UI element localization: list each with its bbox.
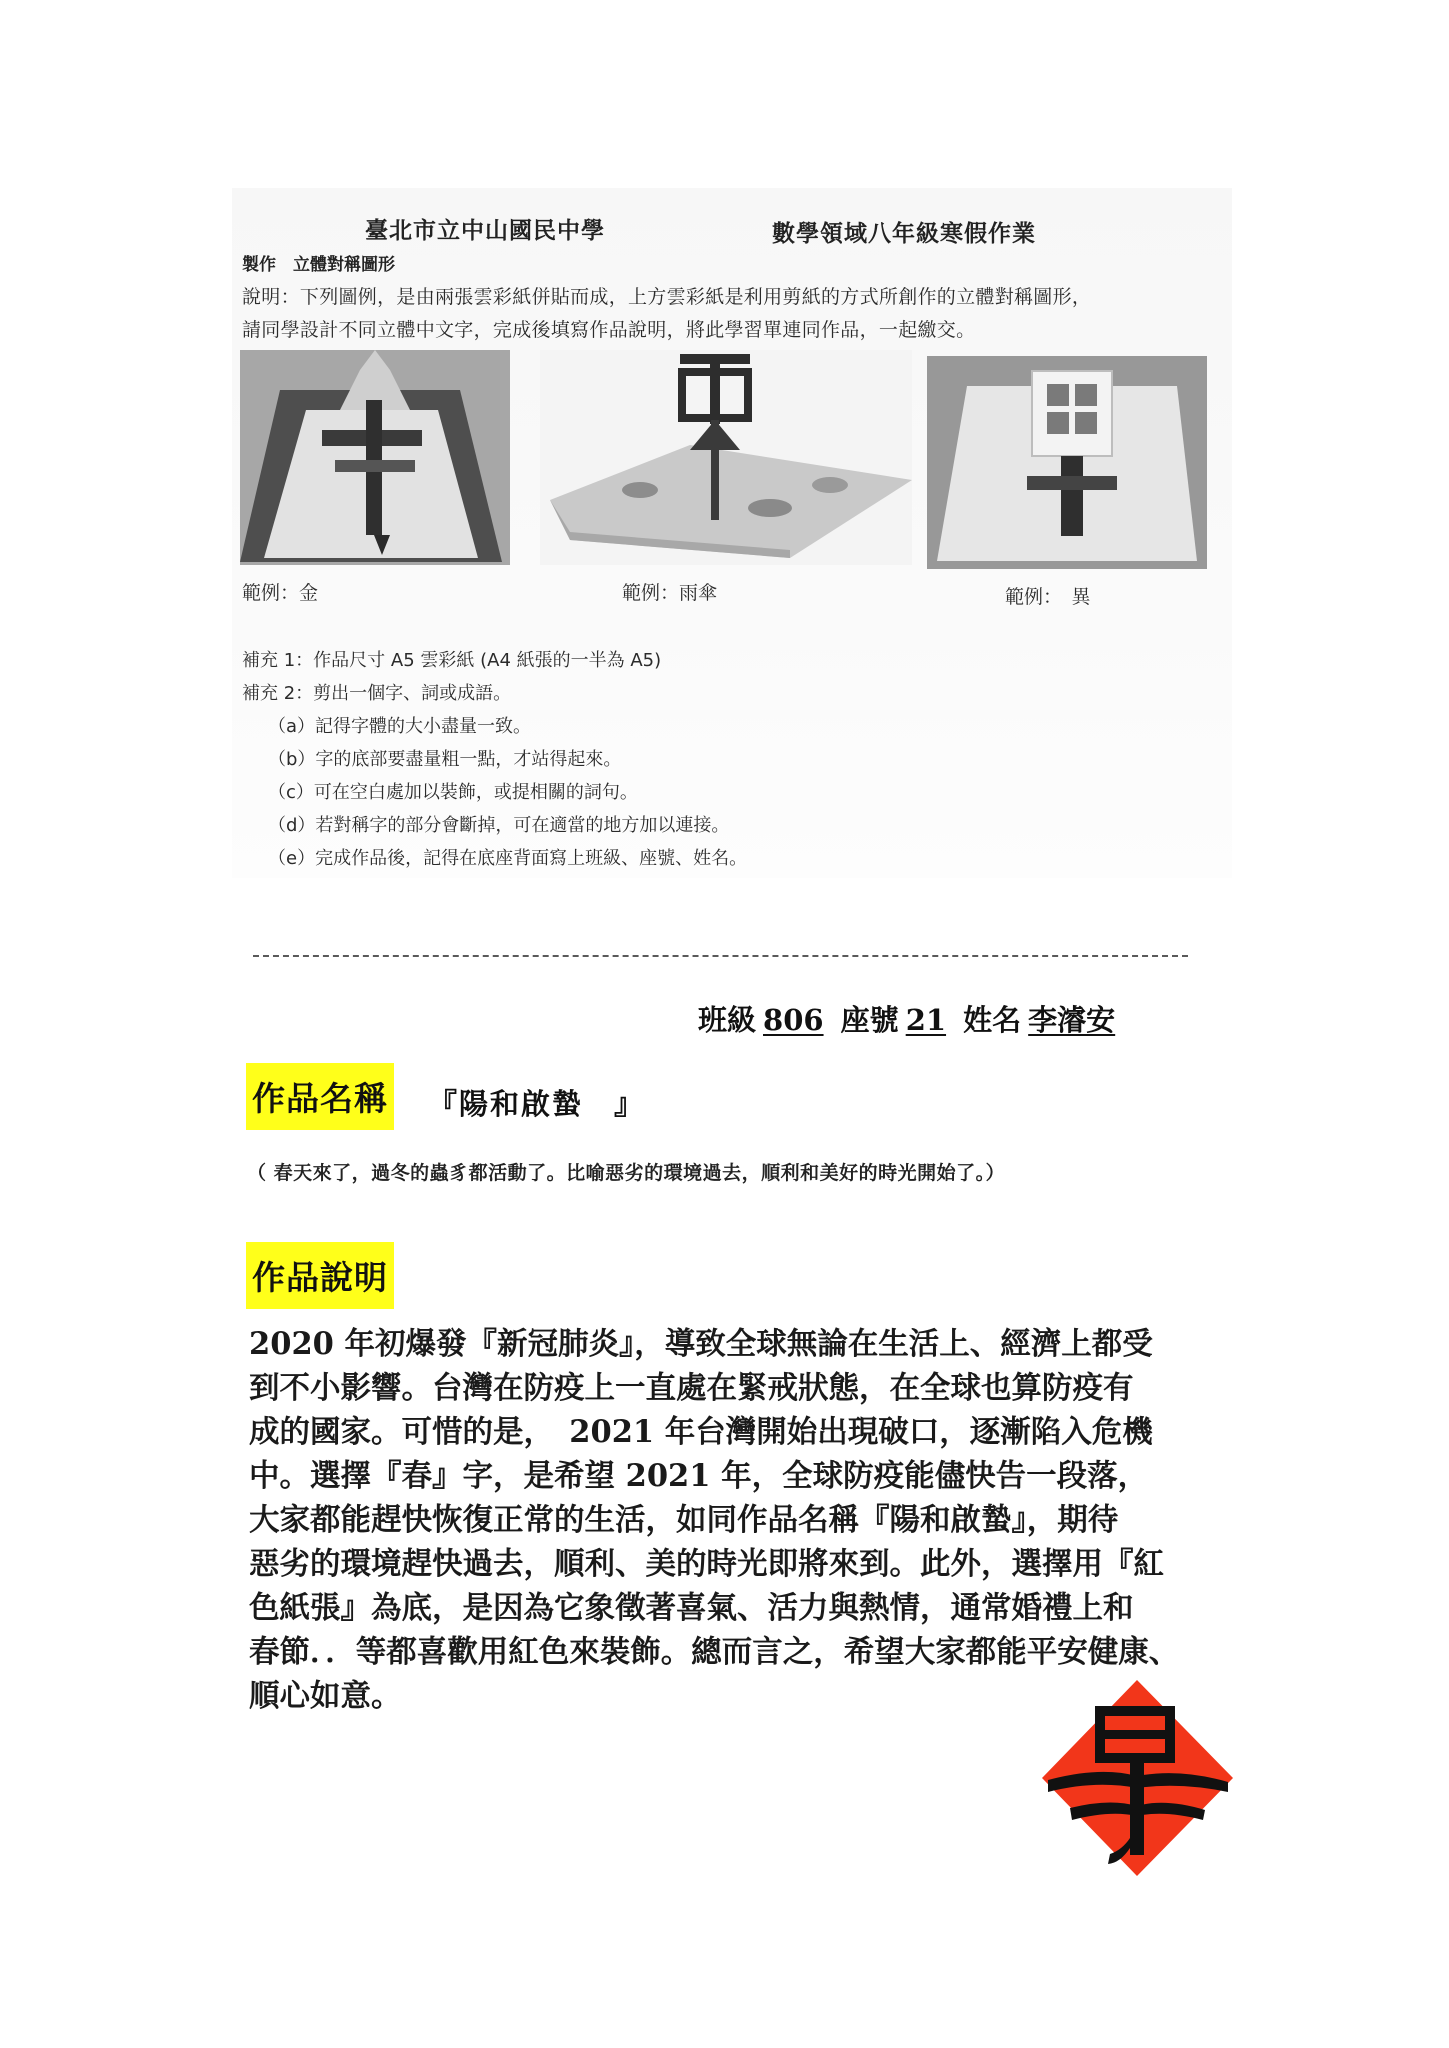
- example-caption-1: 範例：金: [242, 582, 319, 604]
- example-photo-different: [927, 356, 1207, 569]
- seat-label: 座號: [840, 1003, 899, 1037]
- note-item: （a）記得字體的大小盡量一致。: [268, 716, 532, 737]
- intro-line-1: 說明：下列圖例，是由兩張雲彩紙併貼而成，上方雲彩紙是利用剪紙的方式所創作的立體對稱圖形，: [242, 286, 1092, 308]
- class-value: 806: [763, 1003, 824, 1037]
- description-line: 中。選擇『春』字，是希望 2021 年，全球防疫能儘快告一段落，: [249, 1458, 1149, 1494]
- example-caption-2: 範例：雨傘: [622, 582, 718, 604]
- intro-line-2: 請同學設計不同立體中文字，完成後填寫作品說明，將此學習單連同作品，一起繳交。: [242, 319, 976, 341]
- description-line: 色紙張』為底，是因為它象徵著喜氣、活力與熱情，通常婚禮上和: [249, 1590, 1134, 1626]
- student-info: [695, 998, 1119, 1039]
- description-line: 春節．．等都喜歡用紅色來裝飾。總而言之，希望大家都能平安健康、: [249, 1634, 1180, 1670]
- work-description-heading: 作品說明: [246, 1242, 394, 1309]
- note-item: （e）完成作品後，記得在底座背面寫上班級、座號、姓名。: [268, 848, 748, 869]
- example-caption-3: 範例： 異: [1005, 586, 1091, 608]
- description-line: 大家都能趕快恢復正常的生活，如同作品名稱『陽和啟蟄』，期待: [249, 1502, 1119, 1538]
- note-item: （b）字的底部要盡量粗一點，才站得起來。: [268, 749, 622, 770]
- example-photo-umbrella: [540, 350, 912, 565]
- school-name: 臺北市立中山國民中學: [365, 217, 605, 244]
- spring-papercut-artwork: [1040, 1678, 1235, 1878]
- name-label: 姓名: [963, 1003, 1022, 1037]
- note-item: （d）若對稱字的部分會斷掉，可在適當的地方加以連接。: [268, 815, 730, 836]
- worksheet-subtitle: 製作 立體對稱圖形: [242, 255, 395, 275]
- seat-value: 21: [905, 1003, 947, 1037]
- name-value: 李濬安: [1028, 1003, 1116, 1037]
- description-line: 順心如意。: [249, 1678, 402, 1714]
- description-line: 2020 年初爆發『新冠肺炎』，導致全球無論在生活上、經濟上都受: [249, 1326, 1153, 1362]
- course-title: 數學領域八年級寒假作業: [772, 220, 1036, 247]
- description-line: 惡劣的環境趕快過去，順利、美的時光即將來到。此外，選擇用『紅: [249, 1546, 1164, 1582]
- supplement-2: 補充 2：剪出一個字、詞或成語。: [242, 683, 512, 704]
- dashed-divider: [253, 955, 1188, 957]
- class-label: 班級: [698, 1003, 757, 1037]
- note-item: （c）可在空白處加以裝飾，或提相關的詞句。: [268, 782, 638, 803]
- supplement-1: 補充 1：作品尺寸 A5 雲彩紙 (A4 紙張的一半為 A5): [242, 650, 662, 671]
- work-title: 『陽和啟蟄 』: [428, 1087, 646, 1121]
- description-line: 到不小影響。台灣在防疫上一直處在緊戒狀態，在全球也算防疫有: [249, 1370, 1134, 1406]
- work-name-heading: 作品名稱: [246, 1063, 394, 1130]
- work-meaning: （ 春天來了，過冬的蟲豸都活動了。比喻惡劣的環境過去，順利和美好的時光開始了。）: [247, 1162, 1006, 1184]
- example-photo-gold: [240, 350, 510, 565]
- description-line: 成的國家。可惜的是， 2021 年台灣開始出現破口，逐漸陷入危機: [249, 1414, 1153, 1450]
